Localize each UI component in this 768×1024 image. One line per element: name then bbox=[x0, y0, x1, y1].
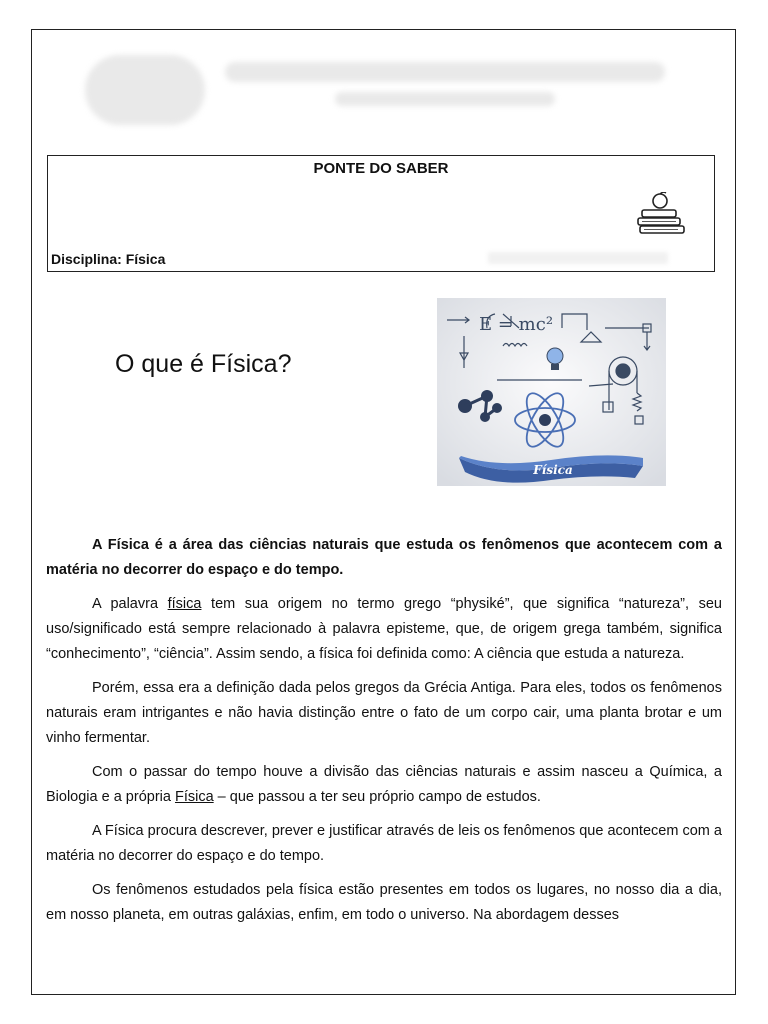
text-span: A palavra bbox=[92, 596, 168, 612]
page-title: O que é Física? bbox=[115, 350, 292, 378]
link-fisica[interactable]: física bbox=[167, 596, 202, 612]
physics-collage-icon bbox=[437, 298, 666, 486]
school-name: PONTE DO SABER bbox=[313, 160, 449, 177]
header-box bbox=[47, 155, 715, 272]
content bbox=[46, 533, 722, 937]
books-apple-icon bbox=[630, 192, 690, 236]
paragraph-purpose: A Física procura descrever, prever e justificar através de leis os fenômenos que acontecem com a matéria no decorrer do espaço e do tempo. bbox=[46, 823, 722, 864]
discipline-label: Disciplina: bbox=[51, 251, 122, 267]
formula-text: E = mc² bbox=[479, 314, 554, 335]
paragraph-etymology bbox=[46, 592, 722, 667]
discipline-value: Física bbox=[125, 251, 166, 267]
paragraph-definition: A Física é a área das ciências naturais que estuda os fenômenos que acontecem com a matéria no decorrer do espaço e do tempo. bbox=[46, 537, 722, 578]
text-span: tem sua origem no termo grego “physiké”, que significa “natureza”, seu uso/significado está sempre relacionado à palavra episteme, que, de origem grega também, significa “conhecimento”, “ciência”. Assim sendo, a física foi definida como: A ciência que estuda a natureza. bbox=[46, 596, 722, 662]
paragraph-phenomena: Os fenômenos estudados pela física estão presentes em todos os lugares, no nosso dia a dia, em nosso planeta, em outras galáxias, enfim, em todo o universo. Na abordagem desses bbox=[46, 882, 722, 923]
banner-label: Física bbox=[533, 463, 573, 477]
discipline-line bbox=[51, 251, 165, 267]
link-fisica-2[interactable]: Física bbox=[174, 789, 214, 805]
paragraph-division bbox=[46, 760, 722, 810]
faded-letterhead-logo bbox=[85, 50, 685, 130]
text-span: Com o passar do tempo houve a divisão das ciências naturais e assim nasceu a Química, a Biologia e a própria bbox=[46, 764, 722, 805]
text-span: – que passou a ter seu próprio campo de estudos. bbox=[213, 789, 541, 805]
paragraph-greeks: Porém, essa era a definição dada pelos gregos da Grécia Antiga. Para eles, todos os fenômenos naturais eram intrigantes e não havia distinção entre o fato de um corpo cair, uma planta brotar e um vinho fermentar. bbox=[46, 680, 722, 746]
faded-field bbox=[488, 252, 668, 264]
